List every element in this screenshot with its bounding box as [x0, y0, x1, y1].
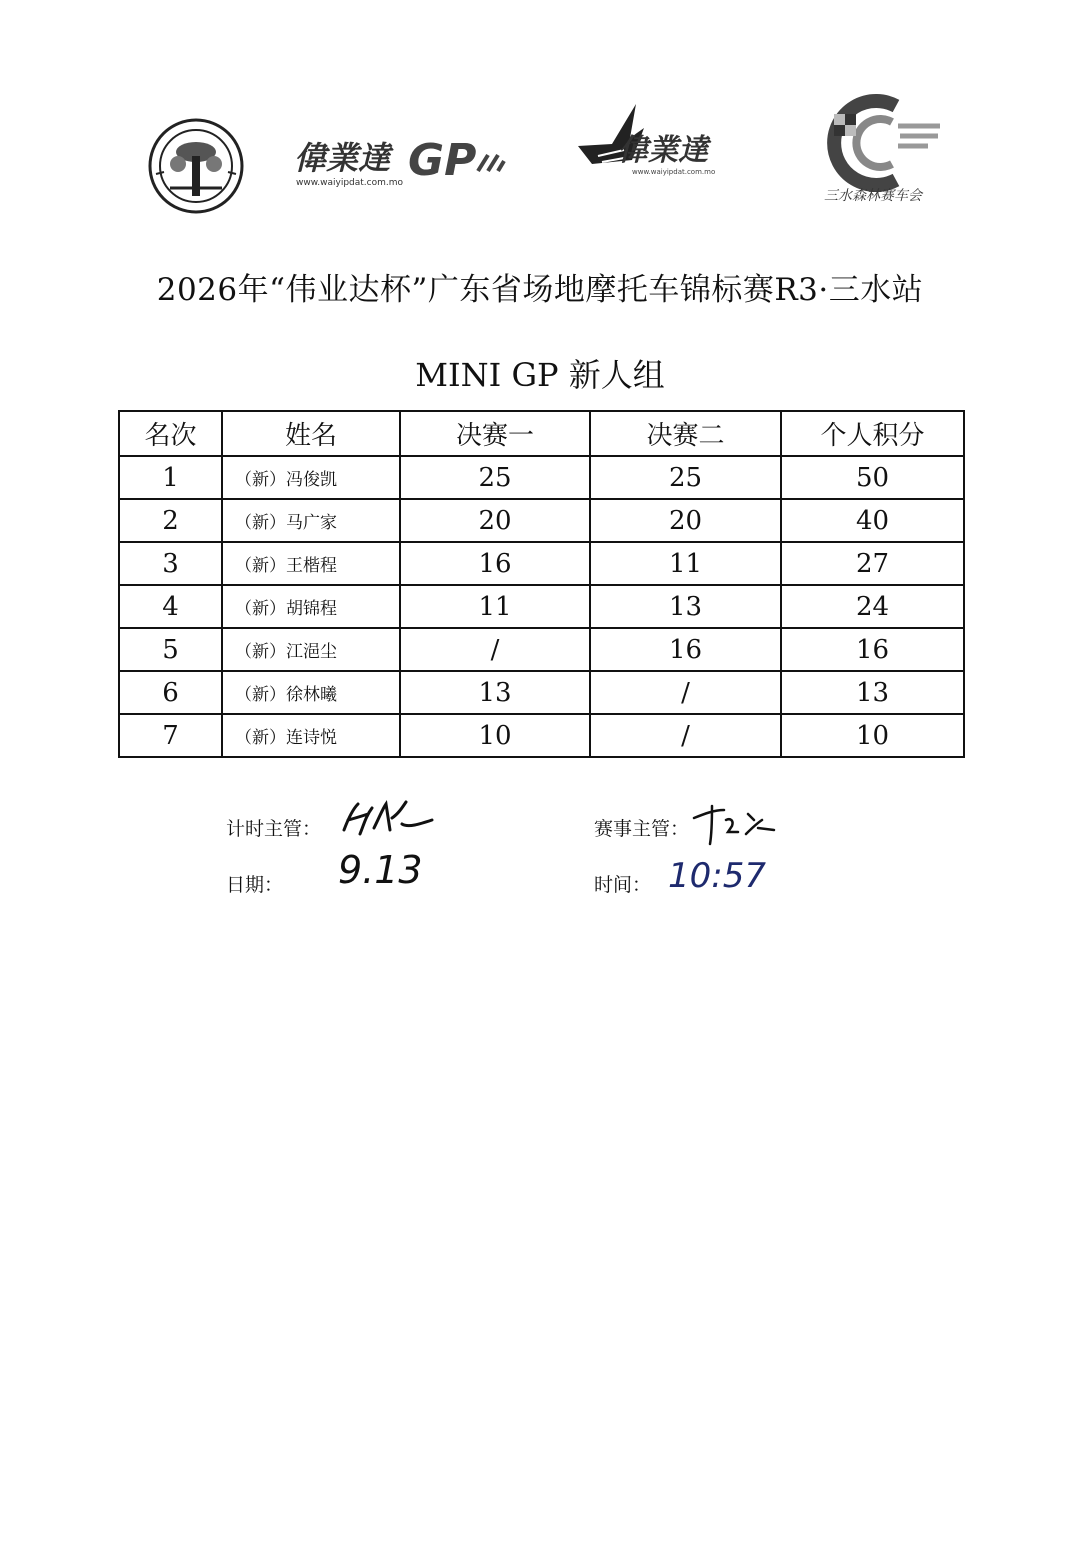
final-2-cell: 11 — [590, 542, 781, 585]
total-cell: 50 — [781, 456, 964, 499]
header-rank: 名次 — [119, 411, 222, 456]
weiyeda-gp-logo — [292, 133, 532, 193]
name-cell: （新）王楷程 — [222, 542, 400, 585]
final-1-cell: 20 — [400, 499, 590, 542]
timing-supervisor-signature — [336, 794, 446, 844]
sanshui-racing-logo — [818, 88, 948, 208]
final-1-cell: 13 — [400, 671, 590, 714]
name-cell: （新）连诗悦 — [222, 714, 400, 757]
total-cell: 40 — [781, 499, 964, 542]
header-final-1: 决赛一 — [400, 411, 590, 456]
svg-text:偉業達: 偉業達 — [294, 139, 391, 177]
time-handwritten: 10:57 — [668, 856, 766, 896]
final-2-cell: / — [590, 671, 781, 714]
results-table — [118, 410, 965, 758]
svg-text:www.waiyipdat.com.mo: www.waiyipdat.com.mo — [296, 178, 404, 188]
final-1-cell: 25 — [400, 456, 590, 499]
total-cell: 10 — [781, 714, 964, 757]
total-cell: 24 — [781, 585, 964, 628]
rank-cell: 1 — [119, 456, 222, 499]
logo-row — [0, 88, 1080, 218]
final-1-cell: 16 — [400, 542, 590, 585]
rank-cell: 3 — [119, 542, 222, 585]
total-cell: 16 — [781, 628, 964, 671]
race-supervisor-label: 赛事主管： — [594, 818, 690, 840]
association-seal-logo — [140, 118, 252, 214]
svg-text:www.waiyipdat.com.mo: www.waiyipdat.com.mo — [632, 168, 716, 176]
final-1-cell: 11 — [400, 585, 590, 628]
final-2-cell: / — [590, 714, 781, 757]
table-row — [119, 628, 964, 671]
rank-cell: 7 — [119, 714, 222, 757]
svg-text:偉業達: 偉業達 — [618, 133, 708, 168]
rank-cell: 4 — [119, 585, 222, 628]
final-2-cell: 16 — [590, 628, 781, 671]
final-2-cell: 13 — [590, 585, 781, 628]
header-name: 姓名 — [222, 411, 400, 456]
table-row — [119, 542, 964, 585]
name-cell: （新）胡锦程 — [222, 585, 400, 628]
name-cell: （新）徐林曦 — [222, 671, 400, 714]
total-cell: 13 — [781, 671, 964, 714]
race-supervisor-signature — [690, 798, 790, 848]
final-1-cell: 10 — [400, 714, 590, 757]
weiyeda-logo — [572, 98, 732, 182]
header-final-2: 决赛二 — [590, 411, 781, 456]
final-2-cell: 20 — [590, 499, 781, 542]
table-header-row — [119, 411, 964, 456]
date-label: 日期： — [226, 874, 284, 896]
table-row — [119, 456, 964, 499]
date-handwritten: 9.13 — [338, 848, 423, 892]
rank-cell: 6 — [119, 671, 222, 714]
document-title: 2026年“伟业达杯”广东省场地摩托车锦标赛R3·三水站 — [156, 272, 924, 308]
final-1-cell: / — [400, 628, 590, 671]
name-cell: （新）马广家 — [222, 499, 400, 542]
name-cell: （新）冯俊凯 — [222, 456, 400, 499]
total-cell: 27 — [781, 542, 964, 585]
table-row — [119, 671, 964, 714]
table-row — [119, 585, 964, 628]
svg-text:GP: GP — [408, 135, 477, 186]
header-total-points: 个人积分 — [781, 411, 964, 456]
timing-supervisor-label: 计时主管： — [226, 818, 322, 840]
rank-cell: 5 — [119, 628, 222, 671]
document-subtitle: MINI GP 新人组 — [415, 356, 665, 394]
svg-text:三水森林赛车会: 三水森林赛车会 — [824, 188, 922, 204]
final-2-cell: 25 — [590, 456, 781, 499]
name-cell: （新）江浥尘 — [222, 628, 400, 671]
table-row — [119, 714, 964, 757]
time-label: 时间： — [594, 874, 652, 896]
table-row — [119, 499, 964, 542]
rank-cell: 2 — [119, 499, 222, 542]
